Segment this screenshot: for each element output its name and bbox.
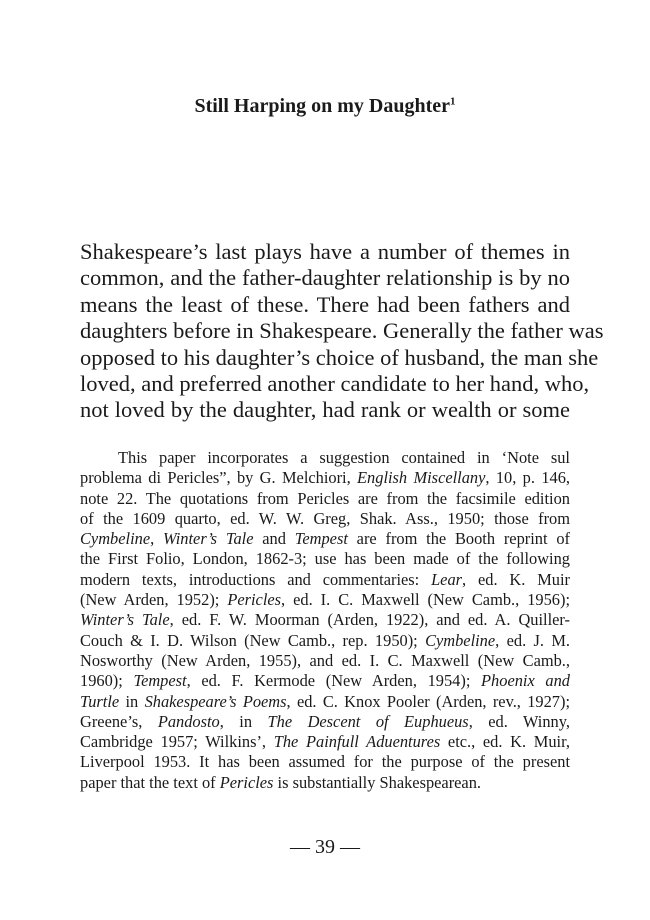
body-paragraph [80, 239, 604, 424]
body-line: opposed to his daughter’s choice of husband, the man she [80, 344, 599, 370]
body-line: means the least of these. There had been fathers and [80, 291, 570, 317]
chapter-title-text: Still Harping on my Daughter [194, 95, 451, 117]
footnote-line: Liverpool 1953. It has been assumed for the purpose of the present [80, 752, 570, 772]
footnote-line: Greene’s, Pandosto, in The Descent of Euphueus, ed. Winny, [80, 711, 570, 731]
footnote-line: Winter’s Tale, ed. F. W. Moorman (Arden, 1922), and ed. A. Quiller- [80, 610, 571, 630]
footnote-line: the First Folio, London, 1862-3; use has been made of the following [80, 549, 570, 569]
body-line: not loved by the daughter, had rank or wealth or some [80, 397, 570, 423]
footnote-line: 1960); Tempest, ed. F. Kermode (New Arden, 1954); Phoenix and [80, 671, 570, 691]
footnote-line: Nosworthy (New Arden, 1955), and ed. I. C. Maxwell (New Camb., [80, 650, 570, 670]
footnote-line: This paper incorporates a suggestion contained in ‘Note sul [118, 448, 570, 467]
body-line: common, and the father-daughter relationship is by no [80, 265, 570, 291]
footnote-line: problema di Pericles”, by G. Melchiori, English Miscellany, 10, p. 146, [80, 468, 570, 488]
chapter-title [0, 95, 650, 118]
footnote-line: paper that the text of Pericles is substantially Shakespearean. [80, 772, 482, 792]
footnote-line: Turtle in Shakespeare’s Poems, ed. C. Knox Pooler (Arden, rev., 1927); [80, 691, 571, 711]
page-number: — 39 — [290, 836, 360, 858]
footnote-line: Couch & I. D. Wilson (New Camb., rep. 1950); Cymbeline, ed. J. M. [80, 630, 570, 650]
body-line: daughters before in Shakespeare. Generally the father was [80, 318, 604, 344]
footnote-line: Cambridge 1957; Wilkins’, The Painfull Aduentures etc., ed. K. Muir, [80, 732, 570, 752]
body-line: Shakespeare’s last plays have a number of themes in [80, 239, 570, 264]
footnote-line: Cymbeline, Winter’s Tale and Tempest are from the Booth reprint of [80, 529, 570, 549]
footnote-line: modern texts, introductions and commentaries: Lear, ed. K. Muir [80, 569, 570, 589]
footnote-line: (New Arden, 1952); Pericles, ed. I. C. Maxwell (New Camb., 1956); [80, 590, 571, 610]
footnote-line: note 22. The quotations from Pericles are from the facsimile edition [80, 488, 570, 508]
footnote-line: of the 1609 quarto, ed. W. W. Greg, Shak. Ass., 1950; those from [80, 508, 570, 528]
footnote [80, 448, 570, 793]
body-line: loved, and preferred another candidate to her hand, who, [80, 370, 590, 396]
footnote-marker: 1 [450, 95, 456, 108]
